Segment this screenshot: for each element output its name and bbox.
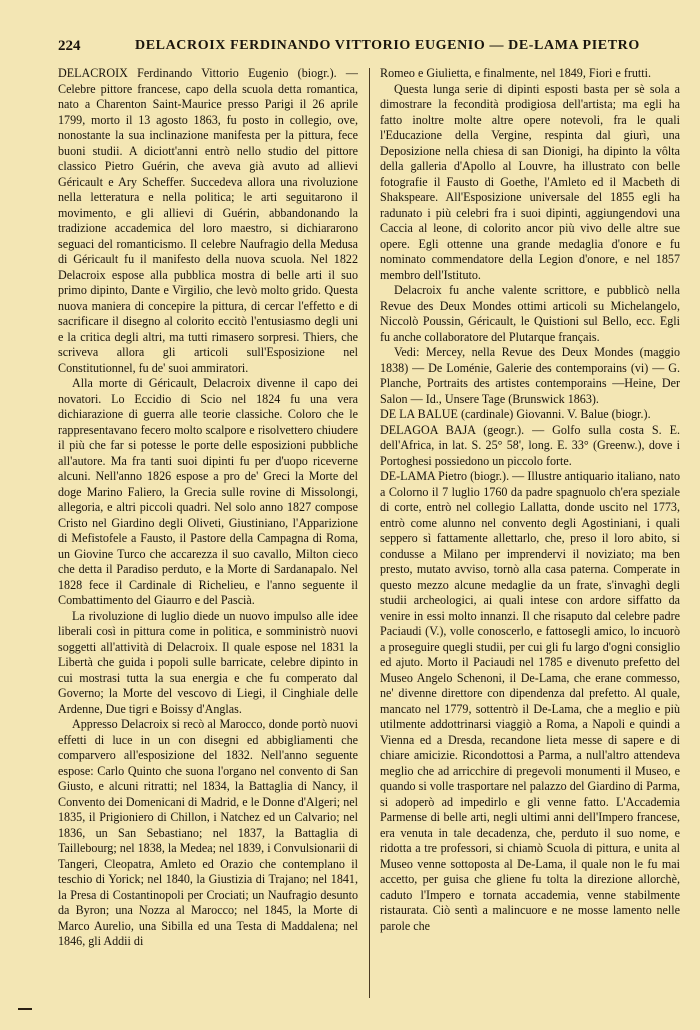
paragraph-gericault-death: Alla morte di Géricault, Delacroix divenne il capo dei novatori. Lo Eccidio di Scio nel 1824 fu una vera dichiarazione di guerra alle teorie classiche. Coloro che le rappresentavano fecero molto scalpore e risolvettero chiudere il più che far si potesse le porte delle esposizioni pubbliche all'autore. Ma fra tanti suoi dipinti fu per d'uopo riceverne alcuni. Nell'anno 1826 espose a pro de' Greci la Morte del doge Marino Faliero, la Grecia sulle rovine di Missolongi, allegoria, e altri piccoli quadri. Nel solo anno 1827 compose Cristo nel Giardino degli Oliveti, Giustiniano, l'Apparizione di Mefistofele a Fausto, il Pastore della Campagna di Roma, un Giovine Turco che accarezza il suo cavallo, Milton cieco che detta il Paradiso perduto, e la Morte di Sardanapalo. Nel 1828 fece il Cardinale di Richelieu, e l'anno seguente il Combattimento del Giaurro e del Pascià.: [58, 376, 358, 607]
entry-de-lama-pietro: DE-LAMA Pietro (biogr.). — Illustre antiquario italiano, nato a Colorno il 7 luglio 1760 da padre spagnuolo ch'era speziale di corte, entrò nel collegio Lallatta, donde uscito nel 1773, entrò come alunno nel convento degli Agostiniani, i quali seppero sì fattamente allettarlo, che, preso il loro abito, si condusse a Milano per imprendervi il noviziato; ma ben presto, mutato avviso, tornò alla casa paterna. Comperate in questo mezzo alcune medaglie da un frate, s'invaghì degli studii archeologici, ai quali intese con ardore siffatto da venire in essi molto innanzi. Il che risaputo dal celebre padre Paciaudi (V.), volle conoscerlo, e fattosegli amico, lo incuorò a proseguire quegli studii, per cui gli fu largo d'ogni consiglio ed ajuto. Morto il Paciaudi nel 1785 e divenuto prefetto del Museo Angelo Schenoni, il De-Lama, che erane commesso, ne' divenne direttore con dipendenza dal prefetto. Al quale, mancato nel 1779, sottentrò il De-Lama, che a meglio e più utilmente addottrinarsi viaggiò a Roma, a Napoli e quindi a Vienna ed a Dresda, recandone lieta messe di sapere e di chiare amicizie. Ricondottosi a Parma, a null'altro attendeva meglio che ad arricchire di pregevoli monumenti il Museo, e quando si volle trasportare nel palazzo del Giardino di Parma, si adoperò ad impedirlo e gli venne fatto. L'Accademia Parmense di belle arti, negli ultimi anni dell'Impero francese, era venuta in tale decadenza, che, perduto il suo nome, e ridotta a tre professori, si chiamò Scuola di pittura, e unita al Museo venne sottoposta al De-Lama, il quale non le fu mai accetto, per guisa che gliene fu tolta la direzione allorchè, caduto l'Impero e tornata accademia, venne stabilmente ristaurata. Ciò sentì a malincuore e ne mosse lamento nelle parole che: [380, 469, 680, 933]
column-divider: [369, 68, 370, 998]
paragraph-marocco: Appresso Delacroix si recò al Marocco, donde portò nuovi effetti di luce in un con disegni ed abbigliamenti che comparvero all'esposizione del 1832. Nell'anno seguente espose: Carlo Quinto che suona l'organo nel convento di San Giusto, e alcuni ritratti; nel 1834, la Battaglia di Nancy, il Convento dei Domenicani di Madrid, e le Donne d'Algeri; nel 1835, il Prigioniero di Chillon, i Natchez ed un Calvario; nel 1836, un San Sebastiano; nel 1837, la Battaglia di Taillebourg; nel 1838, la Medea; nel 1839, i Convulsionarii di Tangeri, Cleopatra, Amleto ed Orazio che contemplano il teschio di Yorick; nel 1840, la Giustizia di Trajano; nel 1841, la Presa di Costantinopoli per Crociati; un Naufragio desunto da Byron; una Nozza al Marocco; nel 1845, la Morte di Marco Aurelio, una Sibilla ed una Testa di Maddalena; nel 1846, gli Addii di: [58, 717, 358, 948]
entry-de-la-balue: DE LA BALUE (cardinale) Giovanni. V. Balue (biogr.).: [380, 407, 651, 421]
entry-delacroix-intro: DELACROIX Ferdinando Vittorio Eugenio (biogr.). — Celebre pittore francese, capo della scuola detta romantica, nato a Charenton Saint-Maurice presso Parigi il 26 aprile 1799, morto il 13 agosto 1863, fu posto in collegio, ove, nonostante la sua inclinazione manifesta per la pittura, fece buoni studii. A diciott'anni entrò nello studio del pittore classico Pietro Guérin, che aveva già avuto ad allievi Géricault e Ary Scheffer. Succedeva allora una rivoluzione nella letteratura e nella politica; le arti seguitarono il movimento, e gli allievi di Guérin, abbandonando la tradizione accademica del loro maestro, si dichiararono seguaci del romanticismo. Il celebre Naufragio della Medusa di Géricault fu il manifesto della nuova scuola. Nel 1822 Delacroix espose alla pubblica mostra di belle arti il suo primo dipinto, Dante e Virgilio, che levò molto grido. Questa nuova maniera di concepire la pittura, di cercar l'effetto e di sacrificare il disegno al colorito eccitò l'entusiasmo degli uni e la critica degli altri, ma tutti rimasero sorpresi. Thiers, che scriveva allora gli articoli sull'Esposizione nel Constitutionnel, fu de' suoi ammiratori.: [58, 66, 358, 375]
paragraph-continuation: Romeo e Giulietta, e finalmente, nel 1849, Fiori e frutti.: [380, 66, 652, 80]
page-number: 224: [58, 38, 81, 54]
paragraph-july-revolution: La rivoluzione di luglio diede un nuovo impulso alle idee liberali così in pittura come in politica, e somministrò nuovi soggetti all'attività di Delacroix. Il quale espose nel 1831 la Libertà che guida i popoli sulle barricate, celebre dipinto in cui mostrasi tutta la sua energia e che fu comperato dal Governo; la Morte del vescovo di Liegi, il Cinghiale delle Ardenne, Due tigri e Boissy d'Anglas.: [58, 608, 358, 716]
left-column: [58, 66, 358, 1011]
paragraph-references: Vedi: Mercey, nella Revue des Deux Mondes (maggio 1838) — De Loménie, Galerie des contemporains (vi) — G. Planche, Portraits des artistes contemporains —Heine, Der Salon — Id., Unsere Tage (Brunswick 1863).: [380, 345, 680, 406]
right-column: [380, 66, 680, 1011]
running-head: DELACROIX FERDINANDO VITTORIO EUGENIO — DE-LAMA PIETRO: [135, 38, 640, 53]
paragraph-writer: Delacroix fu anche valente scrittore, e pubblicò nella Revue des Deux Mondes ottimi articoli su Michelangelo, Niccolò Poussin, Géricault, le Quistioni sul Bello, ecc. Egli fu anche collaboratore del Plutarque français.: [380, 283, 680, 344]
paragraph-works: Questa lunga serie di dipinti esposti basta per sè sola a dimostrare la fecondità prodigiosa dell'artista; ma egli ha fatto inoltre molte altre opere notevoli, fra le quali l'Educazione della Vergine, respinta dal giurì, una Deposizione nella chiesa di san Dionigi, ha dipinto la vôlta della galleria d'Apollo al Louvre, ha illustrato con belle fotografie il Fausto di Goethe, l'Amleto ed il Macbeth di Shakspeare. All'Esposizione universale del 1855 egli ha radunato i più celebri fra i suoi dipinti, aggiungendovi una Caccia al leone, di colorito ancor più vivo delle altre sue opere. Egli ottenne una grande medaglia d'onore e fu nominato commendatore della Legion d'onore, e nel 1857 membro dell'Istituto.: [380, 81, 680, 282]
margin-mark: [18, 1008, 32, 1010]
entry-delagoa-baja: DELAGOA BAJA (geogr.). — Golfo sulla costa S. E. dell'Africa, in lat. S. 25° 58', long. E. 33° (Greenw.), dove i Portoghesi possiedono un piccolo forte.: [380, 422, 680, 468]
